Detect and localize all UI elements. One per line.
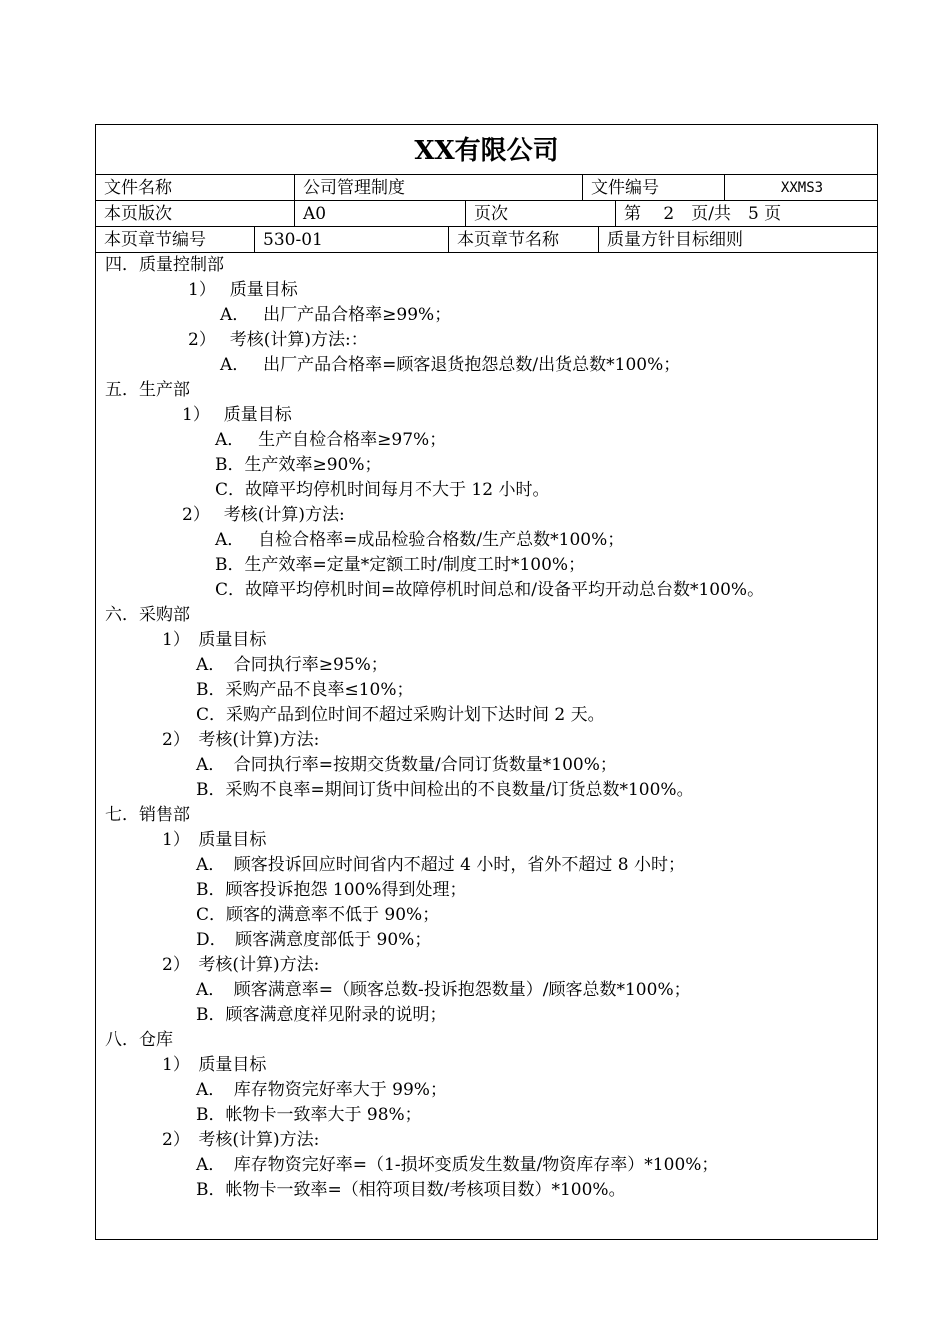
list-item: A． 顾客投诉回应时间省内不超过 4 小时，省外不超过 8 小时； [196,855,686,875]
list-item: 2） 考核(计算)方法: [162,955,320,975]
list-item: A． 库存物资完好率大于 99%； [196,1080,447,1100]
list-item: B．顾客投诉抱怨 100%得到处理； [196,880,467,900]
list-item: A． 合同执行率≥95%； [196,655,388,675]
heading-sales: 七．销售部 [105,805,190,825]
document-title: XX有限公司 [96,125,877,175]
section-no-label: 本页章节编号 [104,230,206,250]
header-row-section [96,227,877,253]
list-item: A． 顾客满意率=（顾客总数-投诉抱怨数量）/顾客总数*100%； [196,980,691,1000]
section-no-value: 530-01 [254,227,448,252]
list-item: 2） 考核(计算)方法: [182,505,345,525]
file-name-label: 文件名称 [104,178,172,198]
list-item: A． 合同执行率=按期交货数量/合同订货数量*100%； [196,755,617,775]
list-item: 1） 质量目标 [162,630,267,650]
page-value: 第 2 页/共 5 页 [615,201,879,226]
list-item: B．帐物卡一致率大于 98%； [196,1105,422,1125]
list-item: 1） 质量目标 [162,830,267,850]
header-row-file [96,175,877,201]
list-item: B．帐物卡一致率=（相符项目数/考核项目数）*100%。 [196,1180,626,1200]
list-item: C．采购产品到位时间不超过采购计划下达时间 2 天。 [196,705,605,725]
heading-warehouse: 八．仓库 [105,1030,173,1050]
heading-production: 五．生产部 [105,380,190,400]
list-item: C．故障平均停机时间每月不大于 12 小时。 [215,480,550,500]
list-item: A． 自检合格率=成品检验合格数/生产总数*100%； [215,530,625,550]
list-item: B．生产效率=定量*定额工时/制度工时*100%； [215,555,586,575]
heading-purchasing: 六．采购部 [105,605,190,625]
file-no-label: 文件编号 [582,175,724,200]
list-item: B．采购产品不良率≤10%； [196,680,414,700]
section-name-label: 本页章节名称 [448,227,598,252]
list-item: C．故障平均停机时间=故障停机时间总和/设备平均开动总台数*100%。 [215,580,765,600]
list-item: A． 库存物资完好率=（1-损坏变质发生数量/物资库存率）*100%； [196,1155,719,1175]
header-row-version [96,201,877,227]
file-name-value: 公司管理制度 [294,175,582,200]
heading-quality-control: 四．质量控制部 [105,255,224,275]
version-label: 本页版次 [104,204,172,224]
list-item: B．采购不良率=期间订货中间检出的不良数量/订货总数*100%。 [196,780,694,800]
list-item: 1） 质量目标 [188,280,298,300]
version-value: A0 [294,201,465,226]
list-item: 1） 质量目标 [182,405,292,425]
list-item: C．顾客的满意率不低于 90%； [196,905,440,925]
list-item: 1） 质量目标 [162,1055,267,1075]
list-item: B．顾客满意度祥见附录的说明； [196,1005,447,1025]
list-item: A． 出厂产品合格率≥99%； [220,305,452,325]
list-item: A． 出厂产品合格率=顾客退货抱怨总数/出货总数*100%； [220,355,681,375]
list-item: A． 生产自检合格率≥97%； [215,430,447,450]
list-item: B．生产效率≥90%； [215,455,382,475]
file-no-value: XXMS3 [724,175,879,200]
page-label: 页次 [465,201,615,226]
list-item: 2） 考核(计算)方法: [162,1130,320,1150]
list-item: D． 顾客满意度部低于 90%； [196,930,432,950]
section-name-value: 质量方针目标细则 [598,227,879,252]
list-item: 2） 考核(计算)方法: [162,730,320,750]
list-item: 2） 考核(计算)方法:： [188,330,368,350]
document-frame [95,124,878,1240]
